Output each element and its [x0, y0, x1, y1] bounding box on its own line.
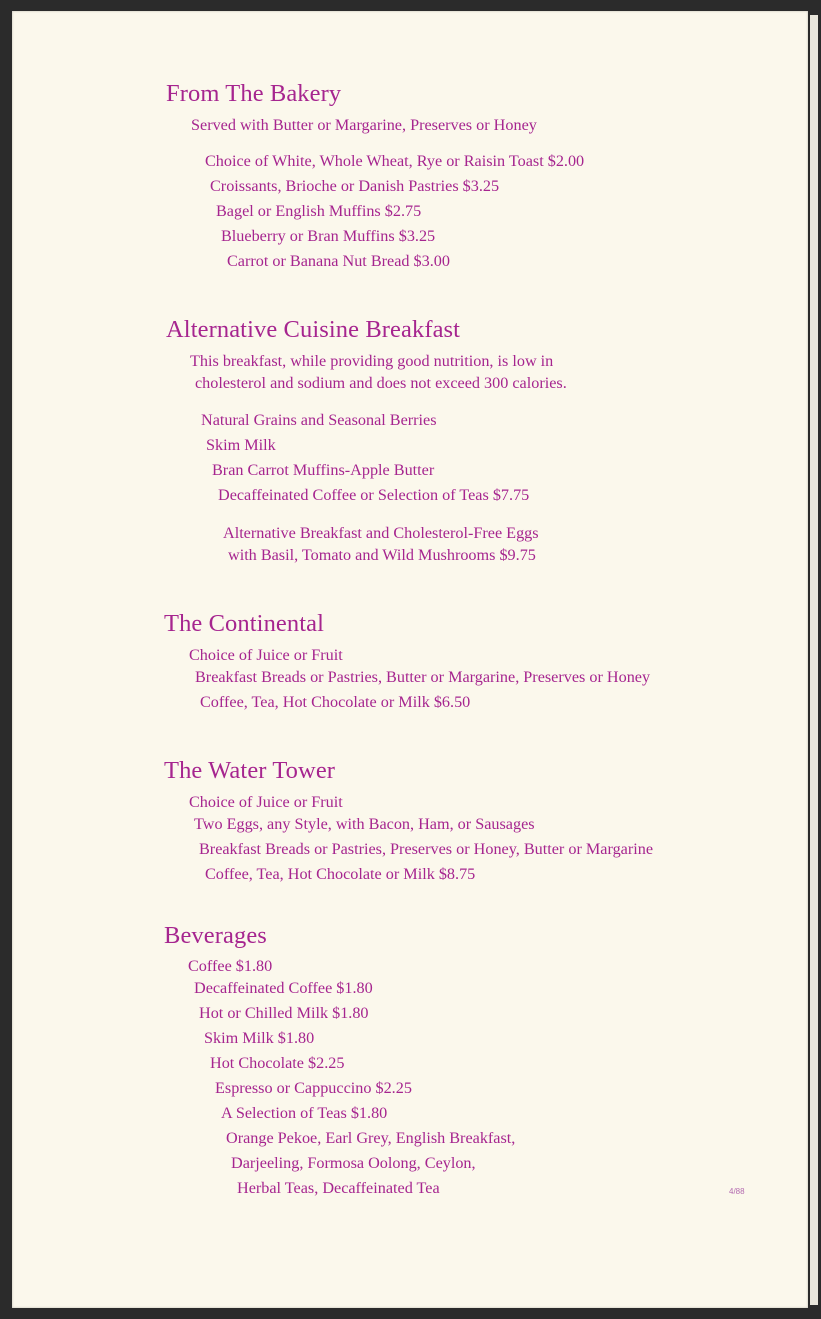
alternative-note-line: cholesterol and sodium and does not exceed 300 calories. — [195, 374, 567, 392]
beverage-item: Skim Milk $1.80 — [204, 1029, 315, 1047]
bakery-heading: From The Bakery — [166, 80, 342, 107]
alternative-note-line: This breakfast, while providing good nutrition, is low in — [190, 352, 554, 370]
tea-list-line: Darjeeling, Formosa Oolong, Ceylon, — [231, 1154, 476, 1172]
alternative-item: Skim Milk — [206, 436, 276, 454]
bakery-note: Served with Butter or Margarine, Preserves or Honey — [191, 116, 537, 134]
tea-list-line: Herbal Teas, Decaffeinated Tea — [237, 1179, 440, 1197]
water-tower-item: Two Eggs, any Style, with Bacon, Ham, or Sausages — [194, 815, 535, 833]
bakery-item: Blueberry or Bran Muffins $3.25 — [221, 227, 436, 245]
beverage-item: Hot Chocolate $2.25 — [210, 1054, 345, 1072]
beverage-item: Coffee $1.80 — [188, 957, 273, 975]
beverage-item: Espresso or Cappuccino $2.25 — [215, 1079, 412, 1097]
water-tower-item: Choice of Juice or Fruit — [189, 793, 343, 811]
beverage-item: Decaffeinated Coffee $1.80 — [194, 979, 373, 997]
bakery-item: Choice of White, Whole Wheat, Rye or Raisin Toast $2.00 — [205, 152, 585, 170]
beverages-heading: Beverages — [164, 922, 267, 949]
bakery-item: Carrot or Banana Nut Bread $3.00 — [227, 252, 450, 270]
beverage-item: Hot or Chilled Milk $1.80 — [199, 1004, 369, 1022]
alternative-extra-line: Alternative Breakfast and Cholesterol-Free Eggs — [223, 524, 539, 542]
paper-edge — [810, 15, 818, 1305]
alternative-heading: Alternative Cuisine Breakfast — [166, 316, 461, 343]
water-tower-heading: The Water Tower — [164, 757, 336, 784]
bakery-item: Bagel or English Muffins $2.75 — [216, 202, 422, 220]
alternative-extra-line: with Basil, Tomato and Wild Mushrooms $9.75 — [228, 546, 536, 564]
bakery-item: Croissants, Brioche or Danish Pastries $3.25 — [210, 177, 500, 195]
alternative-item: Natural Grains and Seasonal Berries — [201, 411, 437, 429]
continental-item: Breakfast Breads or Pastries, Butter or Margarine, Preserves or Honey — [195, 668, 651, 686]
alternative-item: Bran Carrot Muffins-Apple Butter — [212, 461, 435, 479]
tea-list-line: Orange Pekoe, Earl Grey, English Breakfast, — [226, 1129, 516, 1147]
beverage-item: A Selection of Teas $1.80 — [221, 1104, 388, 1122]
continental-item: Choice of Juice or Fruit — [189, 646, 343, 664]
print-code: 4/88 — [729, 1187, 745, 1196]
continental-item: Coffee, Tea, Hot Chocolate or Milk $6.50 — [200, 693, 471, 711]
continental-heading: The Continental — [164, 610, 325, 637]
water-tower-item: Breakfast Breads or Pastries, Preserves or Honey, Butter or Margarine — [199, 840, 654, 858]
water-tower-item: Coffee, Tea, Hot Chocolate or Milk $8.75 — [205, 865, 476, 883]
alternative-item: Decaffeinated Coffee or Selection of Teas $7.75 — [218, 486, 530, 504]
